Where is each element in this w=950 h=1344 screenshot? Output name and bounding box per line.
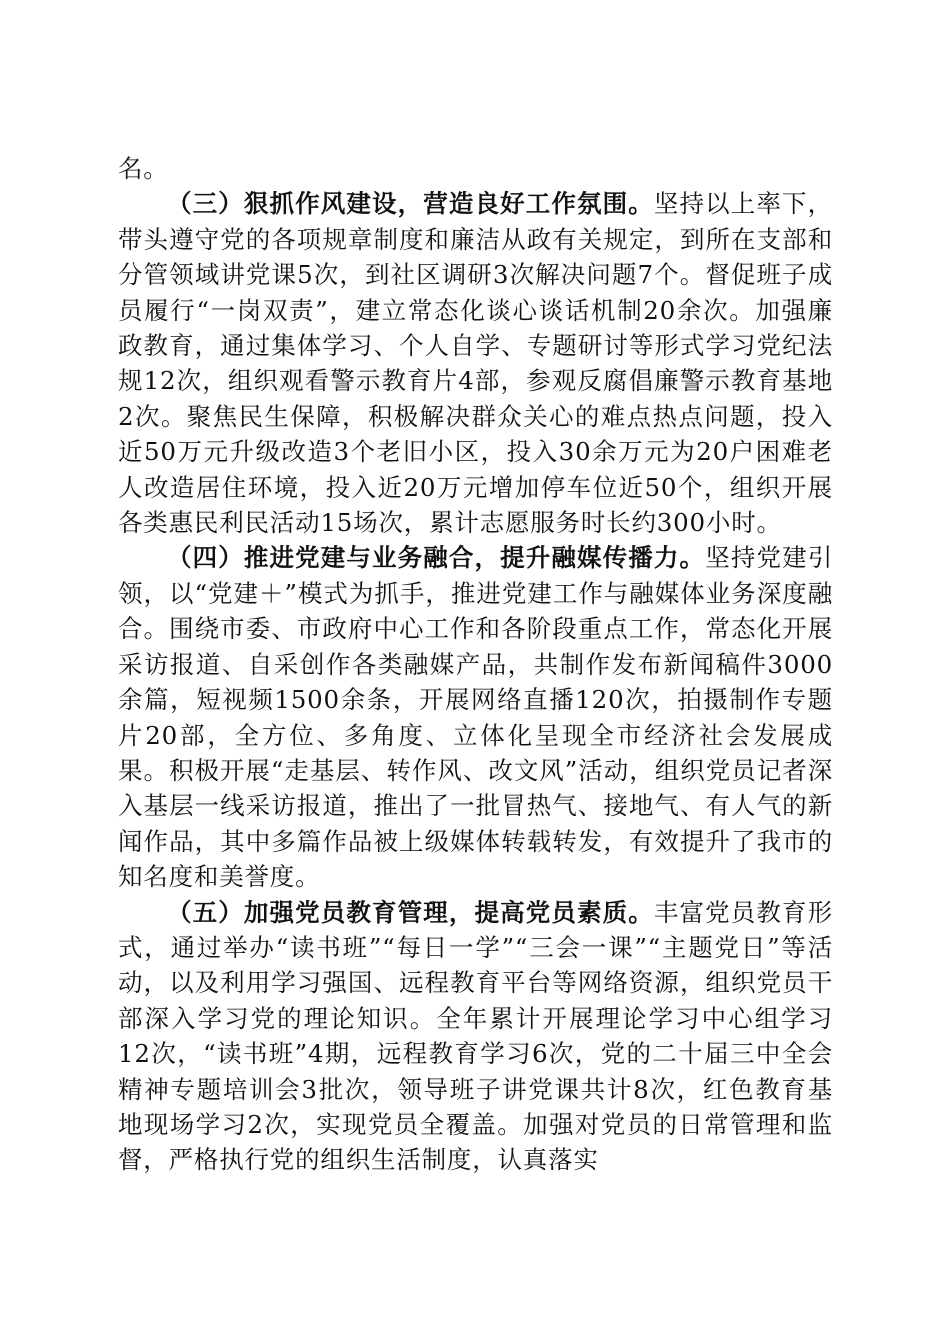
paragraph-text: 丰富党员教育形式，通过举办“读书班”“每日一学”“三会一课”“主题党日”等活动，以及利用学习强国、远程教育平台等网络资源，组织党员干部深入学习党的理论知识。全年累计开展理论学习中心组学习12次，“读书班”4期，远程教育学习6次，党的二十届三中全会精神专题培训会3批次，领导班子讲党课共计8次，红色教育基地现场学习2次，实现党员全覆盖。加强对党员的日常管理和监督，严格执行党的组织生活制度，认真落实 xyxy=(118,897,833,1175)
section-heading: （四）推进党建与业务融合，提升融媒传播力。 xyxy=(167,543,706,573)
document-body xyxy=(118,151,833,1178)
paragraph-continuation xyxy=(118,151,833,186)
paragraph-text: 坚持党建引领，以“党建＋”模式为抓手，推进党建工作与融媒体业务深度融合。围绕市委、市政府中心工作和各阶段重点工作，常态化开展采访报道、自采创作各类融媒产品，共制作发布新闻稿件3000余篇，短视频1500余条，开展网络直播120次，拍摄制作专题片20部，全方位、多角度、立体化呈现全市经济社会发展成果。积极开展“走基层、转作风、改文风”活动，组织党员记者深入基层一线采访报道，推出了一批冒热气、接地气、有人气的新闻作品，其中多篇作品被上级媒体转载转发，有效提升了我市的知名度和美誉度。 xyxy=(118,543,833,892)
section-heading: （五）加强党员教育管理，提高党员素质。 xyxy=(167,897,654,927)
paragraph-text: 名。 xyxy=(118,154,169,183)
section-heading: （三）狠抓作风建设，营造良好工作氛围。 xyxy=(167,189,654,219)
paragraph-section-5 xyxy=(118,895,833,1178)
paragraph-section-3 xyxy=(118,186,833,540)
paragraph-text: 坚持以上率下，带头遵守党的各项规章制度和廉洁从政有关规定，到所在支部和分管领域讲党课5次，到社区调研3次解决问题7个。督促班子成员履行“一岗双责”，建立常态化谈心谈话机制20余次。加强廉政教育，通过集体学习、个人自学、专题研讨等形式学习党纪法规12次，组织观看警示教育片4部，参观反腐倡廉警示教育基地2次。聚焦民生保障，积极解决群众关心的难点热点问题，投入近50万元升级改造3个老旧小区，投入30余万元为20户困难老人改造居住环境，投入近20万元增加停车位近50个，组织开展各类惠民利民活动15场次，累计志愿服务时长约300小时。 xyxy=(118,189,833,538)
paragraph-section-4 xyxy=(118,540,833,894)
